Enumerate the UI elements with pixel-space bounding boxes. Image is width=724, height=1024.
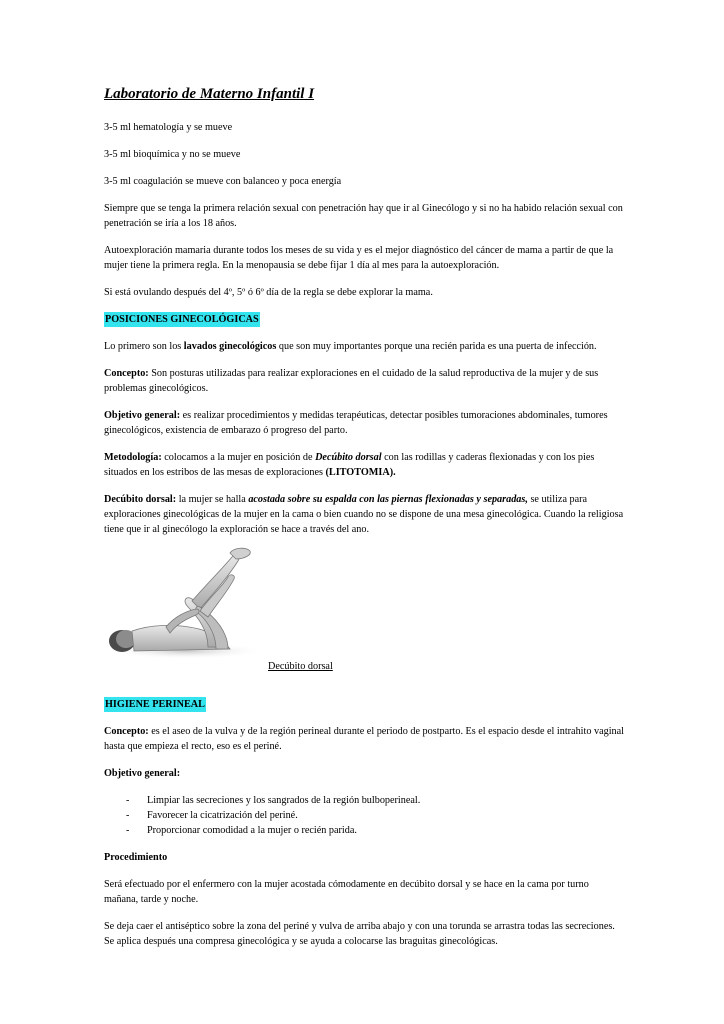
decubito-label: Decúbito dorsal:	[104, 494, 177, 505]
list-item-text: Proporcionar comodidad a la mujer o recién parida.	[147, 825, 357, 836]
metodologia-bold: (LITOTOMIA).	[325, 467, 396, 478]
list-item	[104, 793, 624, 808]
lavados-pre: Lo primero son los	[104, 341, 184, 352]
metodologia-label: Metodología:	[104, 452, 162, 463]
document-page	[104, 84, 624, 961]
decubito-post: se utiliza para exploraciones ginecológicas de la mujer en la cama o bien cuando no se dispone de una mesa ginecológica. Cuando la religiosa tiene que ir al ginecólogo la exploración se hace a través del ano.	[104, 494, 624, 535]
paragraph-concepto-higiene	[104, 724, 624, 754]
procedimiento-label: Procedimiento	[104, 852, 168, 863]
lab-line-hematologia: 3-5 ml hematología y se mueve	[104, 122, 233, 133]
paragraph-procedimiento-2: Se deja caer el antiséptico sobre la zona del periné y vulva de arriba abajo y con una torunda se arrastra todas las secreciones. Se aplica después una compresa ginecológica y se ayuda a colocarse las braguitas ginecológicas.	[104, 921, 615, 947]
lavados-post: que son muy importantes porque una recién parida es una puerta de infección.	[276, 341, 597, 352]
objetivo-higiene-label-wrap	[104, 766, 624, 781]
decubito-emph: acostada sobre su espalda con las piernas flexionadas y separadas,	[248, 494, 528, 505]
lavados-bold: lavados ginecológicos	[183, 341, 277, 352]
decubito-pre: la mujer se halla	[176, 494, 249, 505]
list-item-text: Limpiar las secreciones y los sangrados de la región bulboperineal.	[147, 795, 421, 806]
list-item	[104, 823, 624, 838]
objetivo-label: Objetivo general:	[104, 410, 181, 421]
decubito-dorsal-illustration	[104, 547, 266, 661]
document-title: Laboratorio de Materno Infantil I	[104, 86, 315, 102]
paragraph-autoexploracion: Autoexploración mamaria durante todos los meses de su vida y es el mejor diagnóstico del cáncer de mama a partir de que la mujer tiene la primera regla. En la menopausia se debe fijar 1 día al mes para la autoexploración.	[104, 245, 614, 271]
paragraph-ginecologo: Siempre que se tenga la primera relación sexual con penetración hay que ir al Ginecólogo y si no ha habido relación sexual con penetración se iría a los 18 años.	[104, 203, 623, 229]
concepto-higiene-text: es el aseo de la vulva y de la región perineal durante el periodo de postparto. Es el espacio desde el intrahito vaginal hasta que empieza el recto, eso es el periné.	[104, 726, 624, 752]
section-heading-higiene: HIGIENE PERINEAL	[105, 699, 205, 710]
list-item	[104, 808, 624, 823]
objetivo-higiene-label: Objetivo general:	[104, 768, 181, 779]
paragraph-procedimiento-1: Será efectuado por el enfermero con la mujer acostada cómodamente en decúbito dorsal y se hace en la cama por turno mañana, tarde y noche.	[104, 879, 589, 905]
section-heading-posiciones: POSICIONES GINECOLÓGICAS	[105, 314, 259, 325]
paragraph-metodologia	[104, 450, 624, 480]
concepto-label: Concepto:	[104, 368, 149, 379]
figure-decubito-dorsal	[104, 547, 624, 687]
figure-caption: Decúbito dorsal	[268, 661, 333, 672]
dash-bullet: -	[126, 810, 130, 821]
concepto-text: Son posturas utilizadas para realizar exploraciones en el cuidado de la salud reproductiva de la mujer y de sus problemas ginecológicos.	[104, 368, 599, 394]
paragraph-objetivo-posiciones	[104, 408, 624, 438]
metodologia-mid: con las rodillas y caderas flexionadas y con los pies situados en los estribos de las mesas de exploraciones	[104, 452, 595, 478]
dash-bullet: -	[126, 825, 130, 836]
section-posiciones-heading-wrap	[104, 312, 624, 327]
paragraph-ovulando: Si está ovulando después del 4º, 5º ó 6º día de la regla se debe explorar la mama.	[104, 287, 433, 298]
procedimiento-label-wrap	[104, 850, 624, 865]
concepto-higiene-label: Concepto:	[104, 726, 149, 737]
lab-line-bioquimica: 3-5 ml bioquímica y no se mueve	[104, 149, 241, 160]
dash-bullet: -	[126, 795, 130, 806]
metodologia-pre: colocamos a la mujer en posición de	[161, 452, 316, 463]
paragraph-concepto-posiciones	[104, 366, 624, 396]
section-higiene-heading-wrap	[104, 697, 624, 712]
list-item-text: Favorecer la cicatrización del periné.	[147, 810, 298, 821]
objetivo-text: es realizar procedimientos y medidas terapéuticas, detectar posibles tumoraciones abdominales, tumores ginecológicos, existencia de embarazo ó progreso del parto.	[104, 410, 608, 436]
paragraph-lavados	[104, 339, 624, 354]
metodologia-emph: Decúbito dorsal	[315, 452, 382, 463]
objetivos-list	[104, 793, 624, 838]
paragraph-decubito	[104, 492, 624, 537]
lab-line-coagulacion: 3-5 ml coagulación se mueve con balanceo y poca energía	[104, 176, 342, 187]
